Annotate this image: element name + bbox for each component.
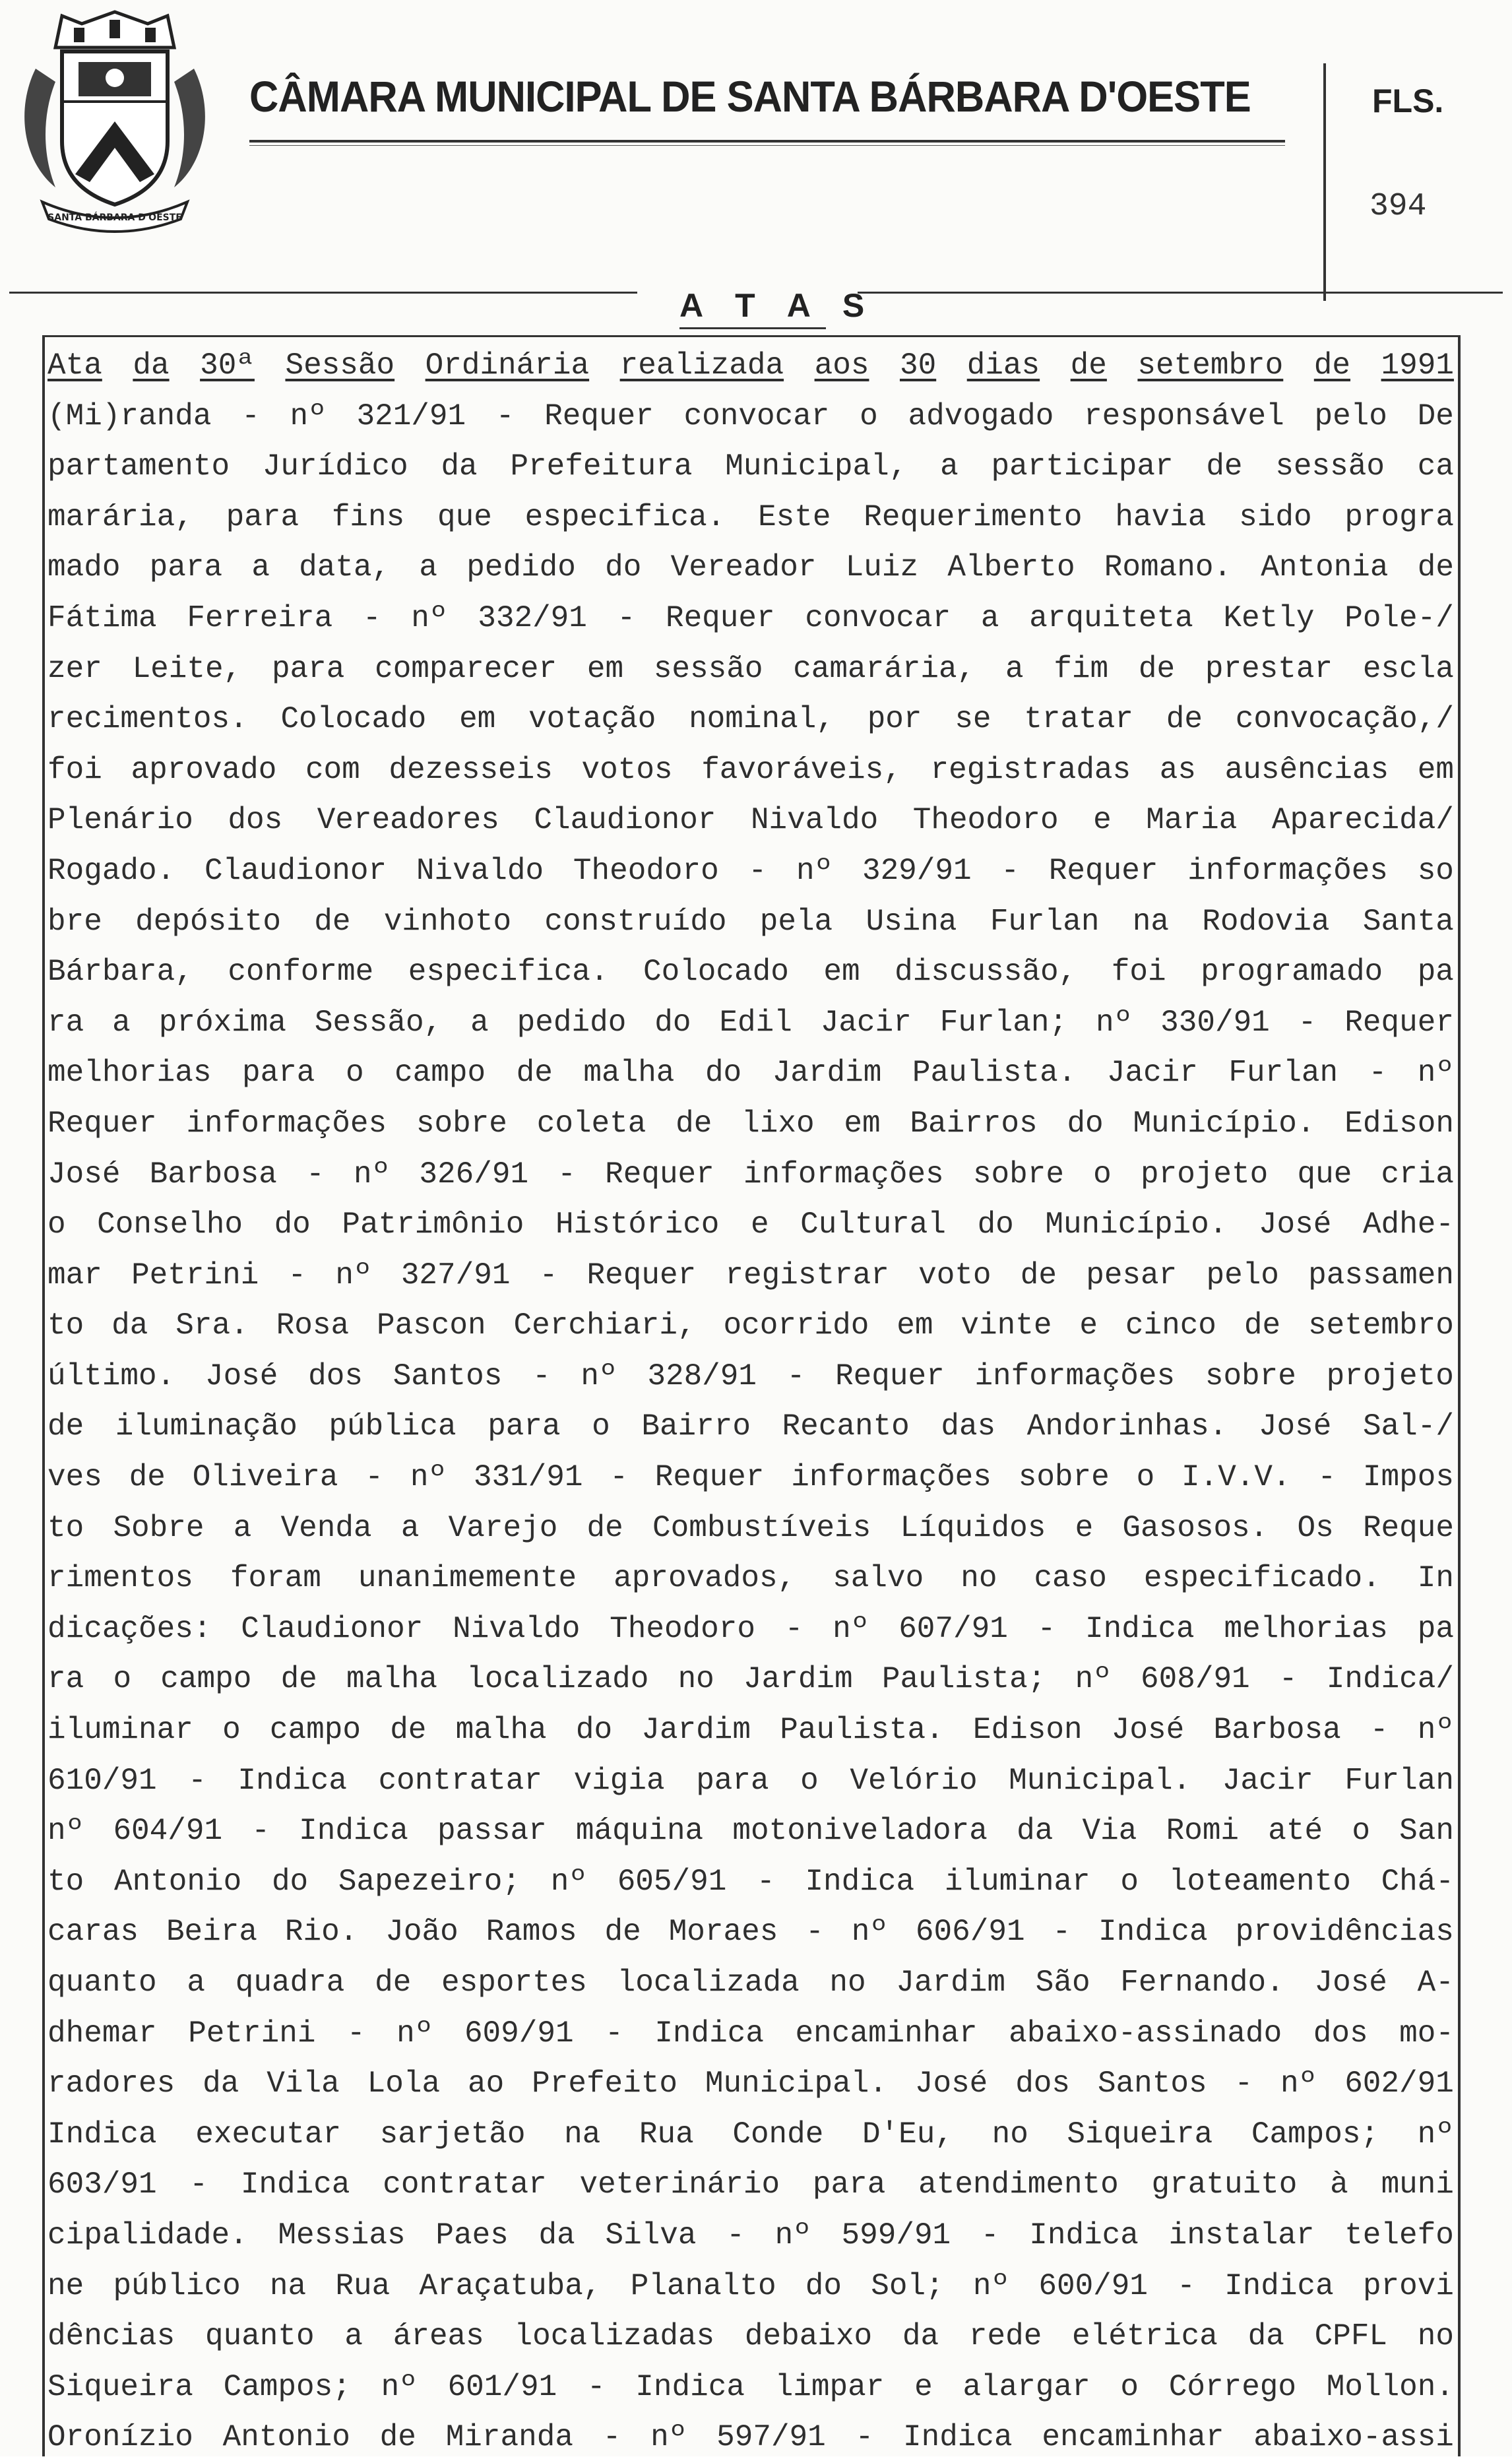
text-line: foi aprovado com dezesseis votos favoráveis, registradas as ausências em: [47, 752, 1454, 787]
page-number: 394: [1370, 189, 1427, 224]
text-line: mado para a data, a pedido do Vereador Luiz Alberto Romano. Antonia de: [47, 550, 1454, 585]
text-line: to da Sra. Rosa Pascon Cerchiari, ocorrido em vinte e cinco de setembro: [47, 1308, 1454, 1343]
text-line: zer Leite, para comparecer em sessão camarária, a fim de prestar escla: [47, 651, 1454, 686]
title-rule-right: [858, 292, 1503, 294]
text-line: ne público na Rua Araçatuba, Planalto do Sol; nº 600/91 - Indica provi: [47, 2268, 1454, 2303]
text-line: 610/91 - Indica contratar vigia para o Velório Municipal. Jacir Furlan: [47, 1763, 1454, 1798]
fls-label: FLS.: [1372, 82, 1444, 119]
text-line: partamento Jurídico da Prefeitura Municipal, a participar de sessão ca: [47, 449, 1454, 484]
text-line: cipalidade. Messias Paes da Silva - nº 599/91 - Indica instalar telefo: [47, 2218, 1454, 2253]
text-line: Bárbara, conforme especifica. Colocado em discussão, foi programado pa: [47, 955, 1454, 990]
text-line: (Mi)randa - nº 321/91 - Requer convocar o advogado responsável pelo De: [47, 399, 1454, 433]
text-line: quanto a quadra de esportes localizada no Jardim São Fernando. José A-: [47, 1966, 1454, 2000]
text-line: melhorias para o campo de malha do Jardim Paulista. Jacir Furlan - nº: [47, 1056, 1454, 1091]
text-line: recimentos. Colocado em votação nominal, por se tratar de convocação,/: [47, 702, 1454, 737]
text-line: Ata da 30ª Sessão Ordinária realizada aos 30 dias de setembro de 1991: [47, 348, 1454, 383]
text-line: bre depósito de vinhoto construído pela Usina Furlan na Rodovia Santa: [47, 904, 1454, 939]
header-rule: [249, 140, 1285, 143]
text-line: Fátima Ferreira - nº 332/91 - Requer convocar a arquiteta Ketly Pole-/: [47, 600, 1454, 635]
text-line: to Sobre a Venda a Varejo de Combustíveis Líquidos e Gasosos. Os Reque: [47, 1510, 1454, 1545]
title-rule-left: [9, 292, 637, 294]
text-line: Siqueira Campos; nº 601/91 - Indica limpar e alargar o Córrego Mollon.: [47, 2369, 1454, 2404]
minutes-text: [47, 340, 1457, 2463]
text-line: o Conselho do Patrimônio Histórico e Cultural do Município. José Adhe-: [47, 1207, 1454, 1242]
text-line: dhemar Petrini - nº 609/91 - Indica encaminhar abaixo-assinado dos mo-: [47, 2016, 1454, 2051]
text-line: iluminar o campo de malha do Jardim Paulista. Edison José Barbosa - nº: [47, 1713, 1454, 1748]
crest-motto: SANTA BÁRBARA D'OESTE: [47, 212, 182, 223]
text-line: 603/91 - Indica contratar veterinário para atendimento gratuito à muni: [47, 2167, 1454, 2202]
text-line: de iluminação pública para o Bairro Recanto das Andorinhas. José Sal-/: [47, 1409, 1454, 1444]
institution-name: CÂMARA MUNICIPAL DE SANTA BÁRBARA D'OESTE: [249, 72, 1251, 121]
text-line: dências quanto a áreas localizadas debaixo da rede elétrica da CPFL no: [47, 2319, 1454, 2354]
section-title-underline: [679, 327, 826, 329]
text-line: Requer informações sobre coleta de lixo em Bairros do Município. Edison: [47, 1106, 1454, 1141]
text-line: ves de Oliveira - nº 331/91 - Requer informações sobre o I.V.V. - Impos: [47, 1460, 1454, 1495]
text-line: caras Beira Rio. João Ramos de Moraes - nº 606/91 - Indica providências: [47, 1915, 1454, 1950]
text-line: Indica executar sarjetão na Rua Conde D'Eu, no Siqueira Campos; nº: [47, 2117, 1454, 2152]
text-line: Oronízio Antonio de Miranda - nº 597/91 - Indica encaminhar abaixo-assi: [47, 2420, 1454, 2455]
text-line: ra o campo de malha localizado no Jardim Paulista; nº 608/91 - Indica/: [47, 1662, 1454, 1697]
text-line: nº 604/91 - Indica passar máquina motoniveladora da Via Romi até o San: [47, 1814, 1454, 1849]
text-line: Plenário dos Vereadores Claudionor Nivaldo Theodoro e Maria Aparecida/: [47, 803, 1454, 838]
text-line: marária, para fins que especifica. Este Requerimento havia sido progra: [47, 499, 1454, 534]
text-line: último. José dos Santos - nº 328/91 - Requer informações sobre projeto: [47, 1359, 1454, 1393]
text-line: rimentos foram unanimemente aprovados, salvo no caso especificado. In: [47, 1561, 1454, 1596]
text-line: mar Petrini - nº 327/91 - Requer registrar voto de pesar pelo passamen: [47, 1258, 1454, 1293]
header-rule-thin: [249, 145, 1285, 146]
municipal-coat-of-arms-icon: [16, 9, 214, 234]
text-line: ra a próxima Sessão, a pedido do Edil Jacir Furlan; nº 330/91 - Requer: [47, 1005, 1454, 1040]
text-line: dicações: Claudionor Nivaldo Theodoro - nº 607/91 - Indica melhorias pa: [47, 1611, 1454, 1646]
text-line: José Barbosa - nº 326/91 - Requer informações sobre o projeto que cria: [47, 1157, 1454, 1192]
margin-divider: [1323, 63, 1326, 301]
text-line: to Antonio do Sapezeiro; nº 605/91 - Indica iluminar o loteamento Chá-: [47, 1864, 1454, 1899]
text-line: Rogado. Claudionor Nivaldo Theodoro - nº 329/91 - Requer informações so: [47, 853, 1454, 888]
text-line: radores da Vila Lola ao Prefeito Municipal. José dos Santos - nº 602/91: [47, 2066, 1454, 2101]
section-title: A T A S: [679, 287, 877, 324]
